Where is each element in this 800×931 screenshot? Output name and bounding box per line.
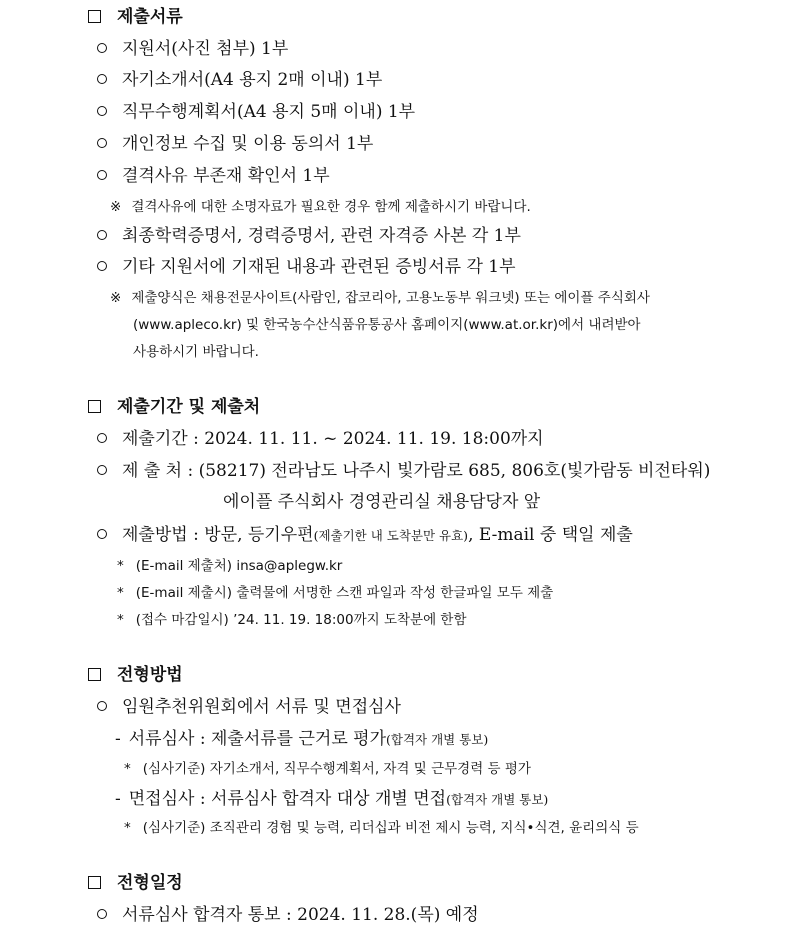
note-forms: ※ 제출양식은 채용전문사이트(사람인, 잡코리아, 고용노동부 워크넷) 또는 에이플 주식회사 (110, 290, 650, 306)
list-item: 최종학력증명서, 경력증명서, 관련 자격증 사본 각 1부 (97, 228, 521, 245)
circle-bullet-icon (97, 170, 107, 180)
circle-bullet-icon (97, 74, 107, 84)
note-disqualification: ※ 결격사유에 대한 소명자료가 필요한 경우 함께 제출하시기 바랍니다. (110, 199, 531, 215)
checkbox-square-icon (88, 400, 101, 413)
sub-note: * (E-mail 제출처) insa@aplegw.kr (117, 558, 343, 574)
circle-bullet-icon (97, 433, 107, 443)
submission-period: 제출기간 : 2024. 11. 11. ~ 2024. 11. 19. 18:00까지 (97, 431, 544, 448)
section-heading-schedule: 전형일정 (88, 875, 183, 892)
document-criteria: * (심사기준) 자기소개서, 직무수행계획서, 자격 및 근무경력 등 평가 (124, 761, 531, 777)
sub-note: * (접수 마감일시) ’24. 11. 19. 18:00까지 도착분에 한함 (117, 612, 467, 628)
circle-bullet-icon (97, 529, 107, 539)
checkbox-square-icon (88, 668, 101, 681)
section-heading-selection: 전형방법 (88, 667, 183, 684)
submission-method: 제출방법 : 방문, 등기우편(제출기한 내 도착분만 유효), E-mail 중 택일 제출 (97, 527, 633, 544)
circle-bullet-icon (97, 106, 107, 116)
circle-bullet-icon (97, 261, 107, 271)
interview-review: - 면접심사 : 서류심사 합격자 대상 개별 면접(합격자 개별 통보) (115, 789, 549, 809)
list-item: 기타 지원서에 기재된 내용과 관련된 증빙서류 각 1부 (97, 259, 516, 276)
submission-place-recipient: 에이플 주식회사 경영관리실 채용담당자 앞 (223, 492, 541, 512)
list-item: 결격사유 부존재 확인서 1부 (97, 168, 330, 185)
list-item: 지원서(사진 첨부) 1부 (97, 41, 288, 58)
note-forms-line: 사용하시기 바랍니다. (133, 344, 259, 360)
document-review: - 서류심사 : 제출서류를 근거로 평가(합격자 개별 통보) (115, 729, 489, 749)
list-item: 개인정보 수집 및 이용 동의서 1부 (97, 136, 373, 153)
section-heading-documents: 제출서류 (88, 9, 183, 26)
list-item: 직무수행계획서(A4 용지 5매 이내) 1부 (97, 104, 415, 121)
checkbox-square-icon (88, 876, 101, 889)
circle-bullet-icon (97, 909, 107, 919)
list-item: 서류심사 합격자 통보 : 2024. 11. 28.(목) 예정 (97, 907, 479, 924)
sub-note: * (E-mail 제출시) 출력물에 서명한 스캔 파일과 작성 한글파일 모두 제출 (117, 585, 554, 601)
circle-bullet-icon (97, 701, 107, 711)
list-item: 자기소개서(A4 용지 2매 이내) 1부 (97, 72, 382, 89)
interview-criteria: * (심사기준) 조직관리 경험 및 능력, 리더십과 비전 제시 능력, 지식•식견, 윤리의식 등 (124, 820, 639, 836)
circle-bullet-icon (97, 138, 107, 148)
circle-bullet-icon (97, 465, 107, 475)
list-item: 임원추천위원회에서 서류 및 면접심사 (97, 699, 401, 716)
section-heading-submission: 제출기간 및 제출처 (88, 399, 260, 416)
checkbox-square-icon (88, 10, 101, 23)
submission-place: 제 출 처 : (58217) 전라남도 나주시 빛가람로 685, 806호(빛가람동 비전타워) (97, 463, 710, 480)
circle-bullet-icon (97, 43, 107, 53)
circle-bullet-icon (97, 230, 107, 240)
note-forms-line: (www.apleco.kr) 및 한국농수산식품유통공사 홈페이지(www.at.or.kr)에서 내려받아 (133, 317, 641, 333)
